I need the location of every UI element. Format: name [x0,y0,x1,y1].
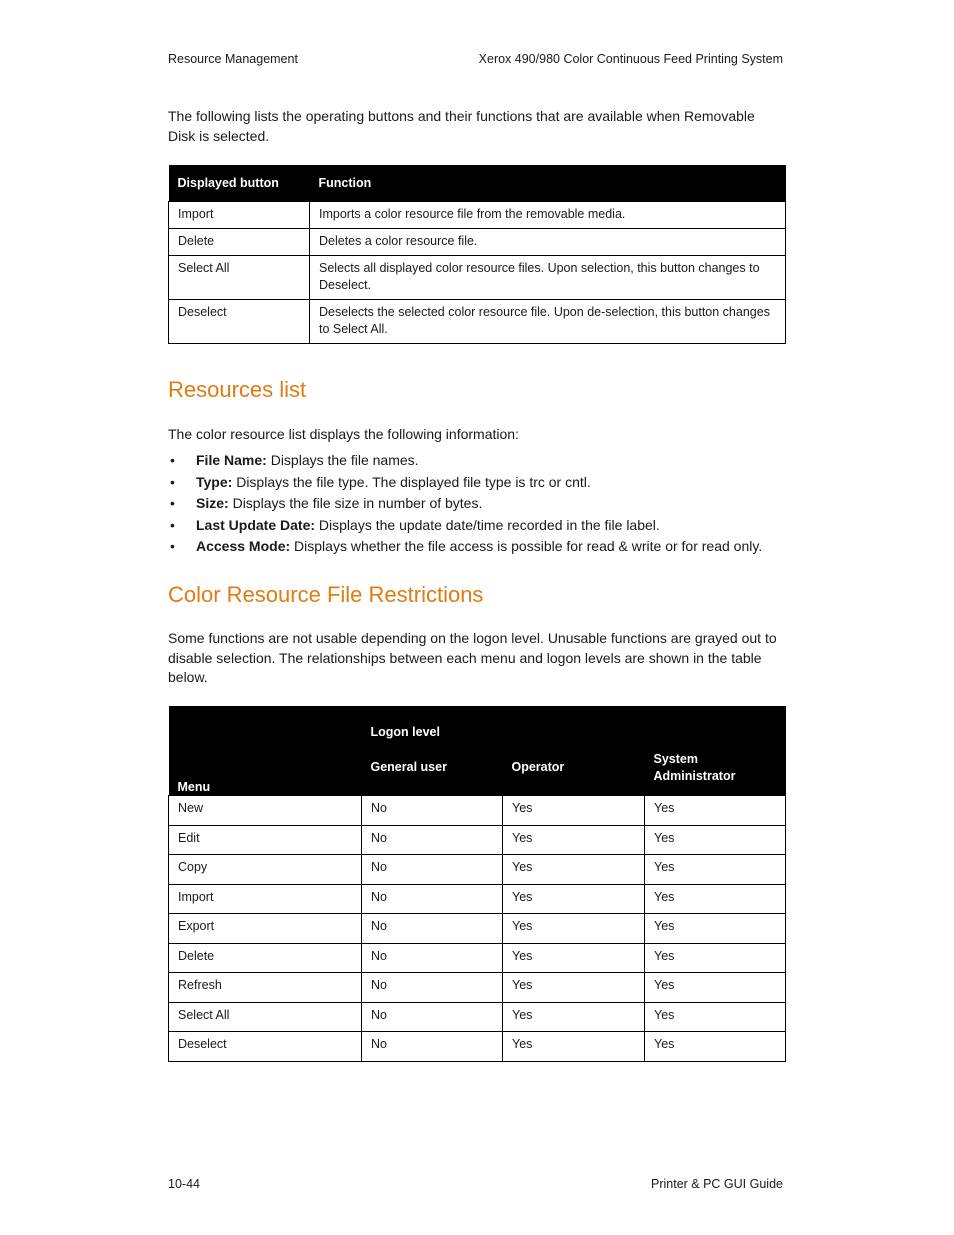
table-row [169,1002,786,1032]
menu-cell: Refresh [169,973,362,1003]
general-user-cell: No [362,943,503,973]
buttons-table-header-button: Displayed button [169,165,310,202]
table-row [169,855,786,885]
button-name-cell: Import [169,202,310,229]
button-name-cell: Select All [169,256,310,300]
function-description-cell: Imports a color resource file from the removable media. [310,202,786,229]
system-admin-cell: Yes [645,825,786,855]
list-item-term: Last Update Date: [196,516,316,533]
logon-table-header-general-user: General user [362,740,503,796]
list-item-text: Displays the file size in number of bytes. [228,495,483,511]
restrictions-heading: Color Resource File Restrictions [168,582,484,607]
system-admin-cell: Yes [645,884,786,914]
resources-list-lead: The color resource list displays the following information: [168,426,519,442]
table-row [169,943,786,973]
operator-cell: Yes [503,825,645,855]
menu-cell: New [169,796,362,826]
menu-cell: Copy [169,855,362,885]
menu-cell: Delete [169,943,362,973]
resources-list-heading: Resources list [168,377,307,402]
table-row [169,825,786,855]
general-user-cell: No [362,1032,503,1062]
table-row [169,973,786,1003]
bullet-icon: • [170,452,175,468]
system-admin-cell: Yes [645,1032,786,1062]
list-item-text: Displays the update date/time recorded in the file label. [315,516,660,533]
table-row [169,1032,786,1062]
operator-cell: Yes [503,1002,645,1032]
function-description-cell: Selects all displayed color resource files. Upon selection, this button changes to Deselect. [310,256,786,300]
list-item [168,536,762,558]
bullet-icon: • [170,516,175,533]
logon-level-table [168,706,786,1062]
menu-cell: Edit [169,825,362,855]
operator-cell: Yes [503,1032,645,1062]
table-row [169,256,786,300]
table-row [169,796,786,826]
header-product-title: Xerox 490/980 Color Continuous Feed Printing System [478,52,783,66]
bullet-icon: • [170,495,175,511]
general-user-cell: No [362,884,503,914]
general-user-cell: No [362,855,503,885]
footer-guide-title: Printer & PC GUI Guide [651,1177,783,1191]
list-item [168,450,762,472]
menu-cell: Export [169,914,362,944]
system-admin-cell: Yes [645,973,786,1003]
table-row [169,884,786,914]
list-item-text: Displays the file names. [266,452,419,468]
operator-cell: Yes [503,855,645,885]
list-item [168,515,762,537]
operator-cell: Yes [503,796,645,826]
function-description-cell: Deselects the selected color resource file. Upon de-selection, this button changes to Select All. [310,300,786,344]
menu-cell: Deselect [169,1032,362,1062]
general-user-cell: No [362,1002,503,1032]
list-item [168,493,762,515]
general-user-cell: No [362,796,503,826]
header-section-title: Resource Management [168,52,298,66]
restrictions-paragraph: Some functions are not usable depending on the logon level. Unusable functions are grayed out to disable selection. The relationships between each menu and logon levels are shown in the table below. [168,630,777,685]
operator-cell: Yes [503,884,645,914]
operator-cell: Yes [503,973,645,1003]
bullet-icon: • [170,473,175,490]
list-item-term: Size: [196,495,229,511]
logon-table-header-group: Logon level [362,706,786,740]
menu-cell: Import [169,884,362,914]
operator-cell: Yes [503,943,645,973]
general-user-cell: No [362,973,503,1003]
resources-bullet-list [168,450,762,558]
table-row [169,202,786,229]
list-item-text: Displays the file type. The displayed file type is trc or cntl. [232,473,591,490]
operator-cell: Yes [503,914,645,944]
system-admin-cell: Yes [645,943,786,973]
general-user-cell: No [362,914,503,944]
button-name-cell: Delete [169,229,310,256]
table-row [169,914,786,944]
logon-table-header-menu: Menu [169,706,362,796]
general-user-cell: No [362,825,503,855]
function-description-cell: Deletes a color resource file. [310,229,786,256]
list-item-term: Type: [196,473,233,490]
table-row [169,229,786,256]
bullet-icon: • [170,538,175,554]
table-row [169,300,786,344]
system-admin-cell: Yes [645,796,786,826]
system-admin-cell: Yes [645,914,786,944]
logon-table-header-operator: Operator [503,740,645,796]
page-number: 10-44 [168,1177,200,1191]
logon-table-header-system-admin: System Administrator [645,740,786,796]
menu-cell: Select All [169,1002,362,1032]
buttons-table-header-function: Function [310,165,786,202]
system-admin-cell: Yes [645,1002,786,1032]
list-item-term: File Name: [196,452,267,468]
list-item-text: Displays whether the file access is possible for read & write or for read only. [290,538,763,554]
list-item-term: Access Mode: [196,538,291,554]
intro-paragraph: The following lists the operating buttons and their functions that are available when Removable Disk is selected. [168,108,755,144]
button-name-cell: Deselect [169,300,310,344]
buttons-table-body [169,202,786,344]
buttons-table [168,165,786,344]
logon-table-body [169,796,786,1062]
system-admin-cell: Yes [645,855,786,885]
list-item [168,472,762,494]
